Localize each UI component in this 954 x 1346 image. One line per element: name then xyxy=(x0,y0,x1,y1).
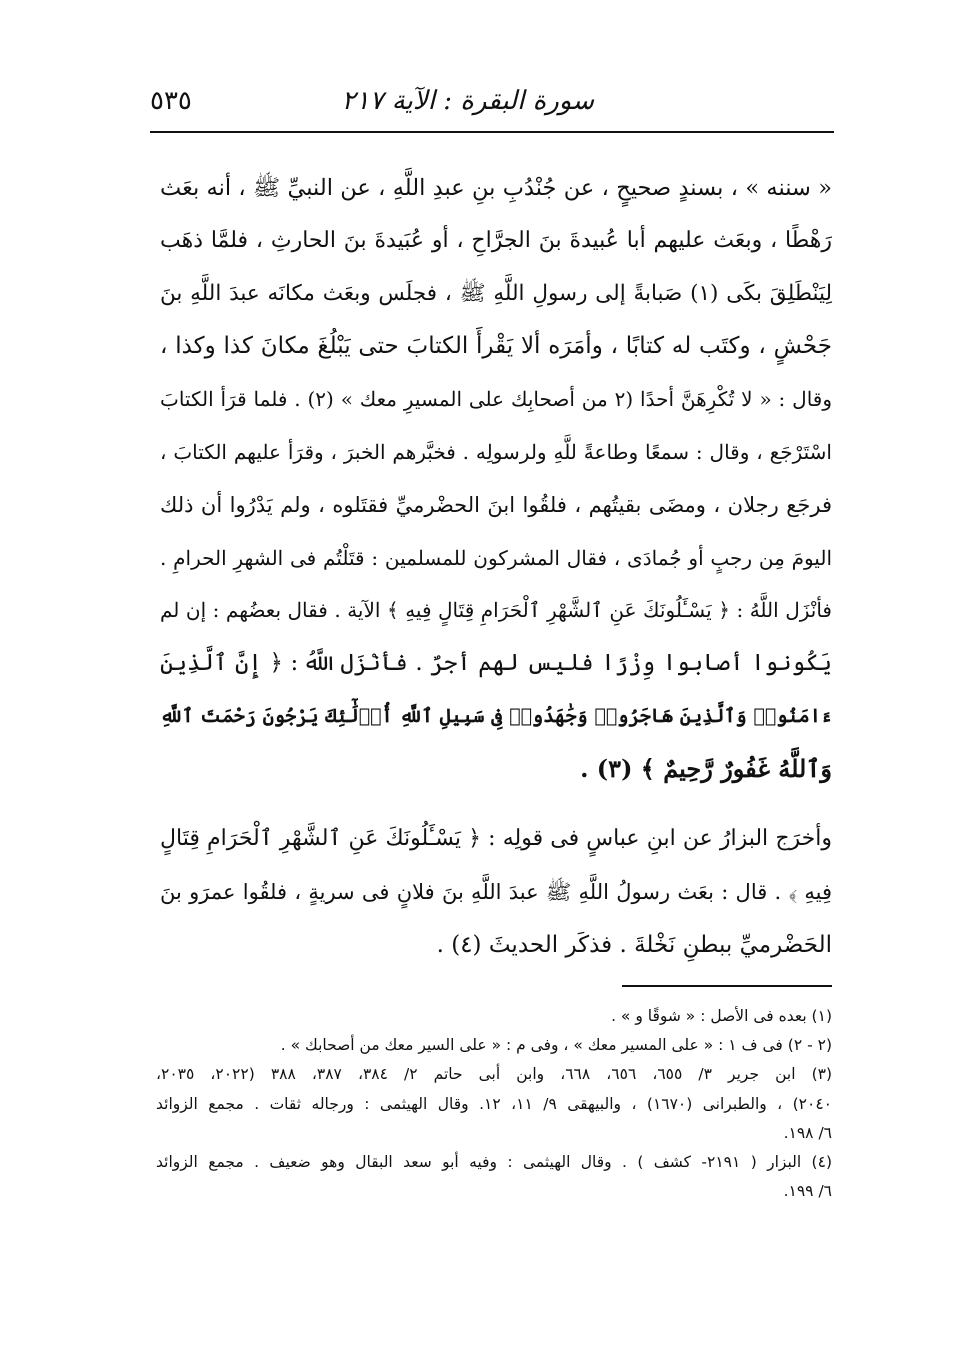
text-line: وأخرَج البزارُ عن ابنِ عباسٍ فى قولِه : ﴿ يَسْـَٔلُونَكَ عَنِ ٱلشَّهْرِ ٱلْحَرَامِ قِتَالٍ xyxy=(160,826,832,851)
paragraph-1 xyxy=(160,162,832,796)
text-line: فرجَع رجلان ، ومضَى بقيتُهم ، فلقُوا ابنَ الحضْرميِّ فقتَلوه ، ولم يَدْرُوا أن ذلك xyxy=(160,492,832,517)
text-line: فأنْزَل اللَّهُ : ﴿ يَسْـَٔلُونَكَ عَنِ ٱلشَّهْرِ ٱلْحَرَامِ قِتَالٍ فِيهِ ﴾ الآية . فقال بعضُهم : إن لم xyxy=(160,598,832,623)
footnote-3 xyxy=(156,1060,832,1148)
text-line: وقال : « لا تُكْرِهَنَّ أحدًا (٢ من أصحابِك على المسيرِ معك » (٢) . فلما قرَأ الكتابَ xyxy=(160,387,833,412)
page-number: ٥٣٥ xyxy=(150,86,192,116)
paragraph-2 xyxy=(160,813,832,971)
footnote-2 xyxy=(156,1031,832,1060)
footnote-line: (١) بعده فى الأصل : « شوقًا و » . xyxy=(611,1007,832,1025)
text-line: « سننه » ، بسندٍ صحيحٍ ، عن جُنْدُبِ بنِ عبدِ اللَّهِ ، عن النبيِّ ﷺ ، أنه بعَث xyxy=(160,175,832,201)
footnote-line: ٦/ ١٩٩. xyxy=(783,1182,832,1201)
page-header xyxy=(150,86,832,130)
footnote-line: (٤) البزار ( ٢١٩١- كشف ) . وقال الهيثمى : وفيه أبو سعد البقال وهو ضعيف . مجمع الزوائد xyxy=(156,1153,832,1172)
text-line: يَكُونوا أصابوا وِزْرًا فليس لهم أجرٌ . فأنْزَل اللَّهُ : ﴿ إِنَّ ٱلَّذِينَ xyxy=(160,650,832,677)
text-line: الحَضْرميِّ ببطنِ نَخْلةَ . فذكَر الحديثَ (٤) . xyxy=(436,931,832,958)
quran-verse-line: وَٱللَّهُ غَفُورٌ رَّحِيمٌ ﴾ (٣) . xyxy=(580,753,832,783)
text-line: جَحْشٍ ، وكتَب له كتابًا ، وأمَرَه ألا يَقْرأَ الكتابَ حتى يَبْلُغَ مكانَ كذا وكذا ، xyxy=(160,333,832,360)
header-rule xyxy=(150,131,834,133)
main-text-2 xyxy=(160,813,832,971)
main-text xyxy=(160,162,832,796)
text-line: رَهْطًا ، وبعَث عليهم أبا عُبيدةَ بنَ الجرَّاحِ ، أو عُبَيدةَ بنَ الحارثِ ، فلمَّا ذهَب xyxy=(160,227,832,253)
text-line: اليومَ مِن رجبٍ أو جُمادَى ، فقال المشركون للمسلمين : قتَلْتُم فى الشهرِ الحرامِ . xyxy=(160,545,832,570)
footnote-1 xyxy=(156,1002,832,1031)
footnote-line: (٢ - ٢) فى ف ١ : « على المسير معك » ، وفى م : « على السير معك من أصحابك » . xyxy=(280,1036,832,1055)
text-line: لِيَنْطَلِقَ بكَى (١) صَبابةً إلى رسولِ اللَّهِ ﷺ ، فجلَس وبعَث مكانَه عبدَ اللَّهِ بنَ xyxy=(160,280,832,306)
footnotes xyxy=(156,1002,832,1206)
footnote-rule xyxy=(622,985,832,987)
footnote-4 xyxy=(156,1148,832,1206)
text-line: اسْتَرْجَع ، وقال : سمعًا وطاعةً للَّهِ ولرسولِه . فخبَّرهم الخبرَ ، وقرَأ عليهم الكتابَ ، xyxy=(160,439,832,464)
text-line: فِيهِ ﴾ . قال : بعَث رسولُ اللَّهِ ﷺ عبدَ اللَّهِ بنَ فلانٍ فى سريةٍ ، فلقُوا عمرَو بنَ xyxy=(160,879,832,904)
quran-verse-line: ءَامَنُوا۟ وَٱلَّذِينَ هَاجَرُوا۟ وَجَٰهَدُوا۟ فِى سَبِيلِ ٱللَّهِ أُو۟لَٰٓئِكَ يَرْجُونَ رَحْمَتَ ٱللَّهِ xyxy=(160,704,832,727)
footnote-line: ٢٠٤٠) ، والطبرانى (١٦٧٠) ، والبيهقى ٩/ ١١، ١٢. وقال الهيثمى : ورجاله ثقات . مجمع الزوائد xyxy=(156,1094,832,1113)
running-title: سورة البقرة : الآية ٢١٧ xyxy=(341,86,594,116)
footnote-line: ٦/ ١٩٨. xyxy=(783,1123,832,1142)
footnote-line: (٣) ابن جرير ٣/ ٦٥٥، ٦٥٦، ٦٦٨، وابن أبى حاتم ٢/ ٣٨٤، ٣٨٧، ٣٨٨ (٢٠٢٢، ٢٠٣٥، xyxy=(156,1065,833,1084)
